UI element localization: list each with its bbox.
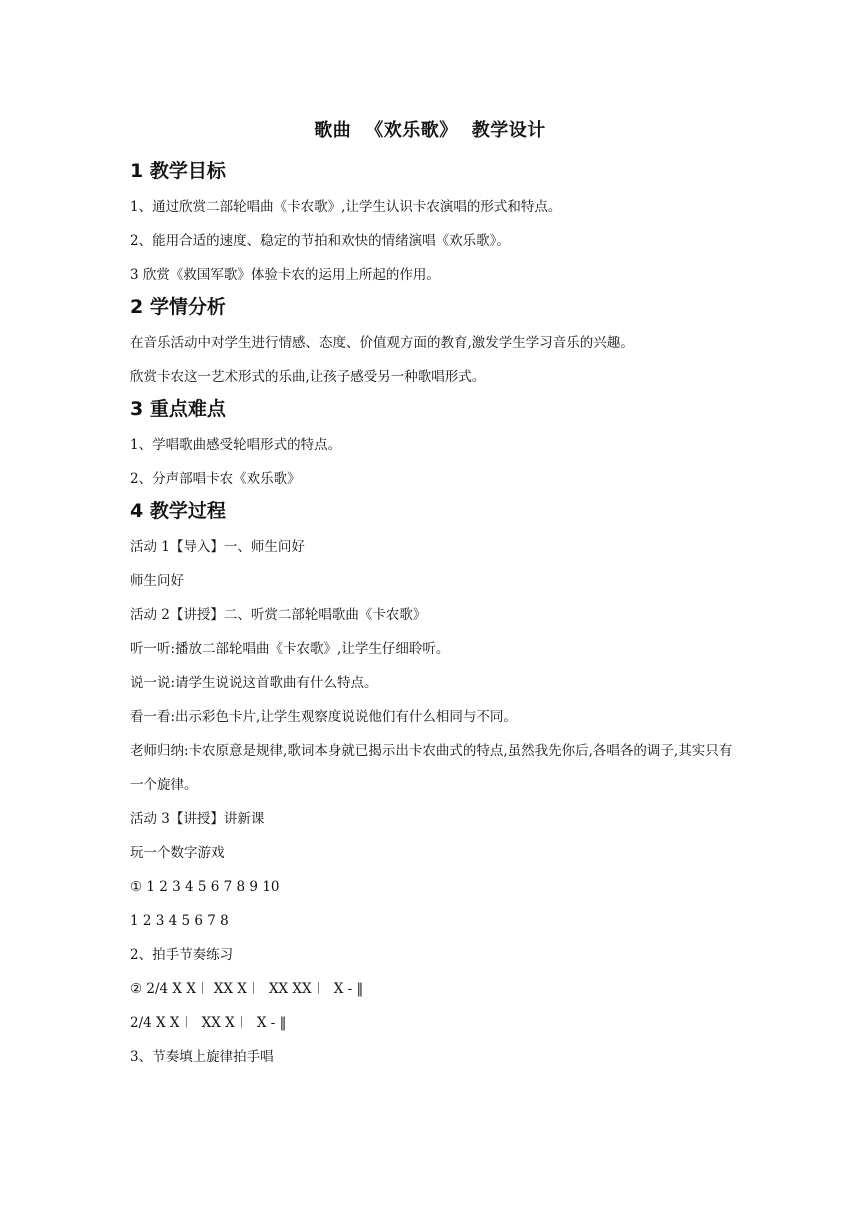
paragraph: 2、拍手节奏练习 <box>130 947 234 963</box>
paragraph: ① 1 2 3 4 5 6 7 8 9 10 <box>130 879 280 895</box>
paragraph: ② 2/4 X X︱ XX X︱ XX XX︱ X - ‖ <box>130 981 364 997</box>
paragraph: 欣赏卡农这一艺术形式的乐曲,让孩子感受另一种歌唱形式。 <box>130 369 486 385</box>
section-heading: 2 学情分析 <box>130 296 226 318</box>
paragraph: 3 欣赏《救国军歌》体验卡农的运用上所起的作用。 <box>130 267 440 283</box>
paragraph: 2/4 X X︱ XX X︱ X - ‖ <box>130 1015 287 1031</box>
paragraph: 1、通过欣赏二部轮唱曲《卡农歌》,让学生认识卡农演唱的形式和特点。 <box>130 199 562 215</box>
paragraph: 活动 2【讲授】二、听赏二部轮唱歌曲《卡农歌》 <box>130 607 427 623</box>
paragraph: 在音乐活动中对学生进行情感、态度、价值观方面的教育,激发学生学习音乐的兴趣。 <box>130 335 634 351</box>
title-part-name: 《欢乐歌》 <box>365 120 458 141</box>
paragraph: 1、学唱歌曲感受轮唱形式的特点。 <box>130 437 342 453</box>
section-teaching-process <box>130 498 740 1074</box>
paragraph: 听一听:播放二部轮唱曲《卡农歌》,让学生仔细聆听。 <box>130 641 450 657</box>
section-student-analysis <box>130 294 740 394</box>
paragraph: 2、分声部唱卡农《欢乐歌》 <box>130 471 301 487</box>
page-title <box>0 116 860 142</box>
paragraph: 3、节奏填上旋律拍手唱 <box>130 1049 274 1065</box>
paragraph: 老师归纳:卡农原意是规律,歌词本身就已揭示出卡农曲式的特点,虽然我先你后,各唱各的调子,其实只有一个旋律。 <box>130 743 733 793</box>
paragraph: 玩一个数字游戏 <box>130 845 225 861</box>
title-part-design: 教学设计 <box>471 120 546 141</box>
paragraph: 2、能用合适的速度、稳定的节拍和欢快的情绪演唱《欢乐歌》。 <box>130 233 510 249</box>
paragraph: 师生问好 <box>130 573 184 589</box>
paragraph: 看一看:出示彩色卡片,让学生观察度说说他们有什么相同与不同。 <box>130 709 517 725</box>
paragraph: 1 2 3 4 5 6 7 8 <box>130 913 229 929</box>
section-heading: 1 教学目标 <box>130 160 226 182</box>
section-heading: 3 重点难点 <box>130 398 226 420</box>
section-heading: 4 教学过程 <box>130 500 226 522</box>
document-body <box>130 158 740 1076</box>
paragraph: 说一说:请学生说说这首歌曲有什么特点。 <box>130 675 378 691</box>
paragraph: 活动 3【讲授】讲新课 <box>130 811 265 827</box>
section-teaching-goals <box>130 158 740 292</box>
paragraph: 活动 1【导入】一、师生问好 <box>130 539 305 555</box>
section-key-points <box>130 396 740 496</box>
title-part-song: 歌曲 <box>314 120 352 141</box>
